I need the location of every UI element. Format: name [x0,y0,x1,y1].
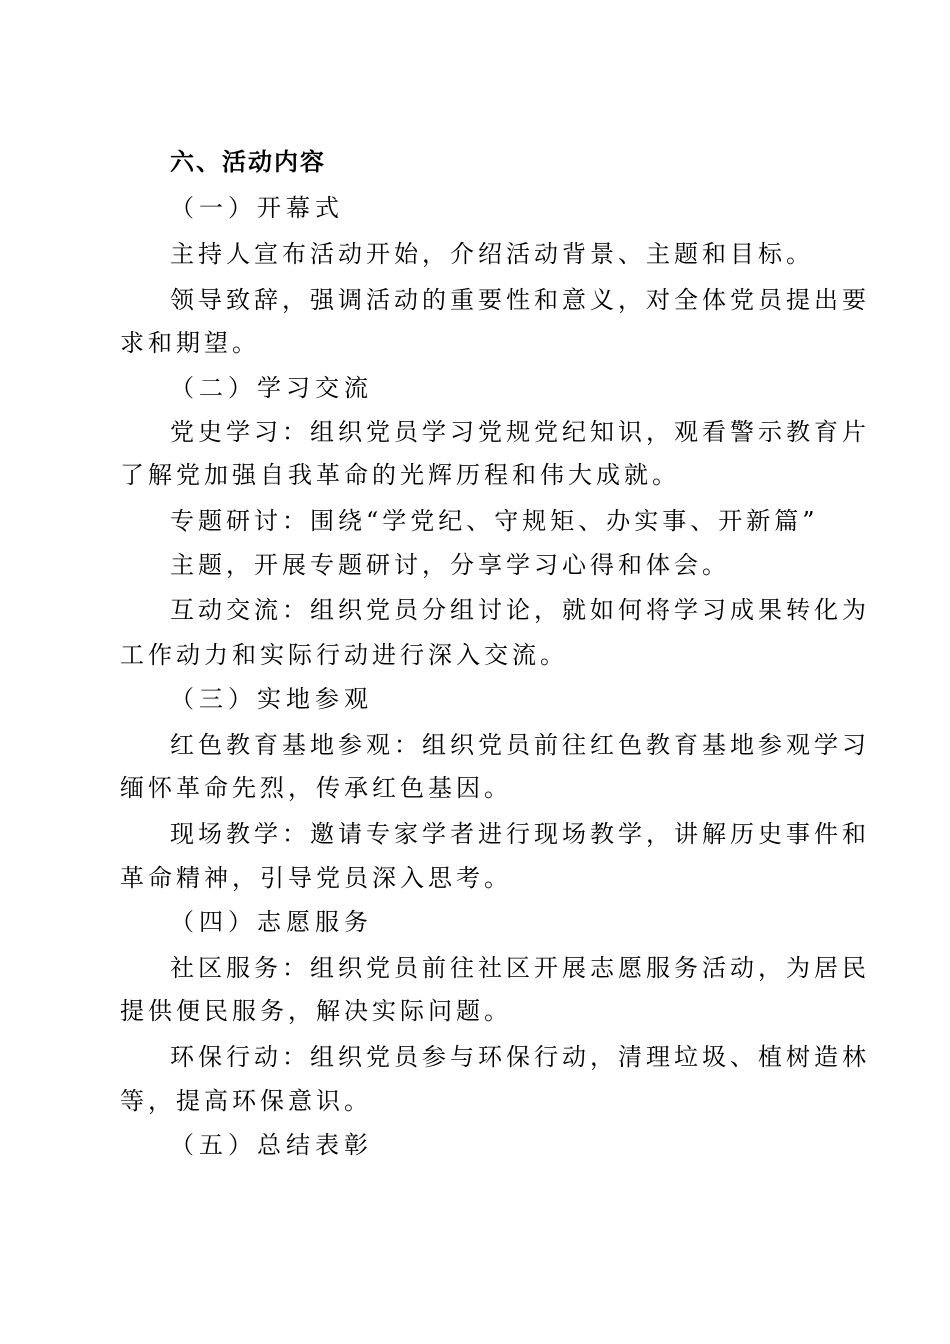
paragraph-line: 环保行动：组织党员参与环保行动，清理垃圾、植树造林 [170,1043,870,1071]
paragraph-line: 专题研讨：围绕“学党纪、守规矩、办实事、开新篇” [170,507,819,535]
paragraph-line: 党史学习：组织党员学习党规党纪知识，观看警示教育片 [170,418,870,446]
paragraph-line: 主持人宣布活动开始，介绍活动背景、主题和目标。 [170,240,814,268]
subsection-title-5: （五）总结表彰 [170,1131,373,1159]
paragraph-line: 互动交流：组织党员分组讨论，就如何将学习成果转化为 [170,596,870,624]
paragraph-line: 等，提高环保意识。 [120,1087,372,1115]
paragraph-line: 现场教学：邀请专家学者进行现场教学，讲解历史事件和 [170,820,870,848]
paragraph-line: 革命精神，引导党员深入思考。 [120,864,512,892]
paragraph-line: 红色教育基地参观：组织党员前往红色教育基地参观学习 [170,731,870,759]
paragraph-line: 缅怀革命先烈，传承红色基因。 [120,774,512,802]
subsection-title-4: （四）志愿服务 [170,908,373,936]
paragraph-line: 社区服务：组织党员前往社区开展志愿服务活动，为居民 [170,954,870,982]
subsection-title-2: （二）学习交流 [170,374,373,402]
paragraph-line: 主题，开展专题研讨，分享学习心得和体会。 [170,551,730,579]
paragraph-line: 工作动力和实际行动进行深入交流。 [120,641,568,669]
paragraph-line: 求和期望。 [120,329,260,357]
paragraph-line: 领导致辞，强调活动的重要性和意义，对全体党员提出要 [170,286,870,314]
subsection-title-3: （三）实地参观 [170,685,373,713]
paragraph-line: 了解党加强自我革命的光辉历程和伟大成就。 [120,461,680,489]
subsection-title-1: （一）开幕式 [170,194,344,222]
paragraph-line: 提供便民服务，解决实际问题。 [120,997,512,1025]
section-heading: 六、活动内容 [170,148,326,176]
